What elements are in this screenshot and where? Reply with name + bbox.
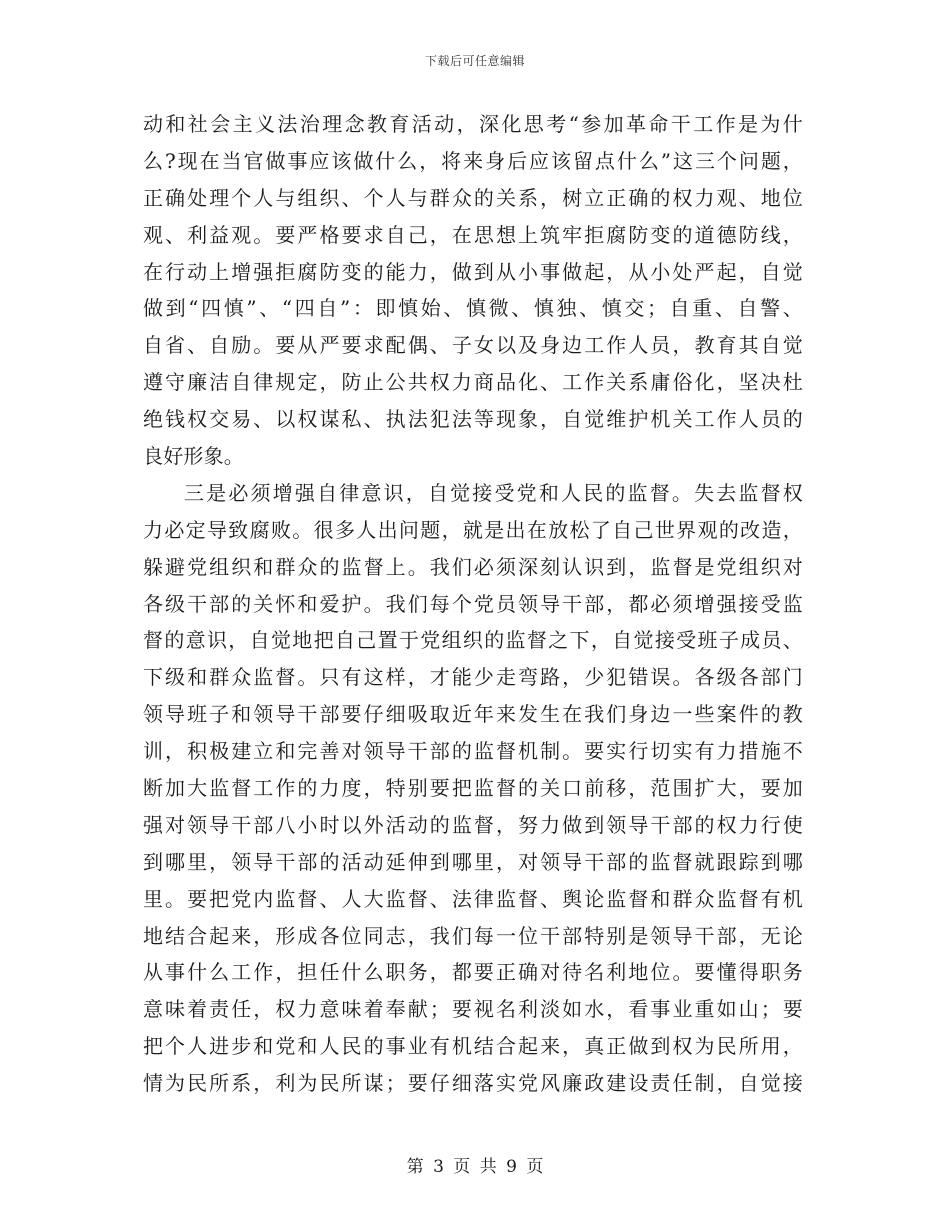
text-line: 动和社会主义法治理念教育活动，深化思考“参加革命干工作是为什: [143, 112, 803, 136]
text-line: 里。要把党内监督、人大监督、法律监督、舆论监督和群众监督有机: [143, 886, 803, 911]
text-line: 把个人进步和党和人民的事业有机结合起来，真正做到权为民所用，: [143, 1034, 803, 1059]
text-line: 绝钱权交易、以权谋私、执法犯法等现象，自觉维护机关工作人员的: [143, 407, 803, 432]
text-line: 遵守廉洁自律规定，防止公共权力商品化、工作关系庸俗化，坚决杜: [143, 370, 803, 395]
text-line: 到哪里，领导干部的活动延伸到哪里，对领导干部的监督就跟踪到哪: [143, 849, 803, 874]
text-line: 意味着责任，权力意味着奉献；要视名利淡如水，看事业重如山；要: [143, 997, 803, 1022]
text-line: 观、利益观。要严格要求自己，在思想上筑牢拒腐防变的道德防线，: [143, 222, 803, 247]
document-body: [143, 106, 803, 1102]
text-line: 么?现在当官做事应该做什么，将来身后应该留点什么”这三个问题，: [143, 148, 803, 173]
text-line: 力必定导致腐败。很多人出问题，就是出在放松了自己世界观的改造，: [143, 517, 803, 542]
text-line: 训，积极建立和完善对领导干部的监督机制。要实行切实有力措施不: [143, 739, 803, 764]
page-header: 下载后可任意编辑: [424, 54, 525, 68]
page-number-footer: 第 3 页 共 9 页: [406, 1157, 544, 1177]
text-line: 从事什么工作，担任什么职务，都要正确对待名利地位。要懂得职务: [143, 960, 803, 985]
text-line: 强对领导干部八小时以外活动的监督，努力做到领导干部的权力行使: [143, 812, 803, 837]
text-line: 做到“四慎”、“四自”：即慎始、慎微、慎独、慎交；自重、自警、: [143, 296, 803, 321]
text-line: 下级和群众监督。只有这样，才能少走弯路，少犯错误。各级各部门: [143, 665, 803, 690]
text-line: 正确处理个人与组织、个人与群众的关系，树立正确的权力观、地位: [143, 185, 803, 210]
text-line: 情为民所系，利为民所谋；要仔细落实党风廉政建设责任制，自觉接: [143, 1071, 803, 1096]
paragraph-end-line: 良好形象。: [143, 444, 244, 469]
text-line: 领导班子和领导干部要仔细吸取近年来发生在我们身边一些案件的教: [143, 702, 803, 727]
text-line: 地结合起来，形成各位同志，我们每一位干部特别是领导干部，无论: [143, 923, 803, 948]
text-line: 在行动上增强拒腐防变的能力，做到从小事做起，从小处严起，自觉: [143, 259, 803, 284]
text-line: 各级干部的关怀和爱护。我们每个党员领导干部，都必须增强接受监: [143, 591, 803, 616]
text-line: 躲避党组织和群众的监督上。我们必须深刻认识到，监督是党组织对: [143, 554, 803, 579]
text-line: 断加大监督工作的力度，特别要把监督的关口前移，范围扩大，要加: [143, 776, 803, 801]
text-line: 督的意识，自觉地把自己置于党组织的监督之下，自觉接受班子成员、: [143, 628, 803, 653]
text-line: 自省、自励。要从严要求配偶、子女以及身边工作人员，教育其自觉: [143, 333, 803, 358]
paragraph-start-line: 三是必须增强自律意识，自觉接受党和人民的监督。失去监督权: [184, 480, 803, 505]
